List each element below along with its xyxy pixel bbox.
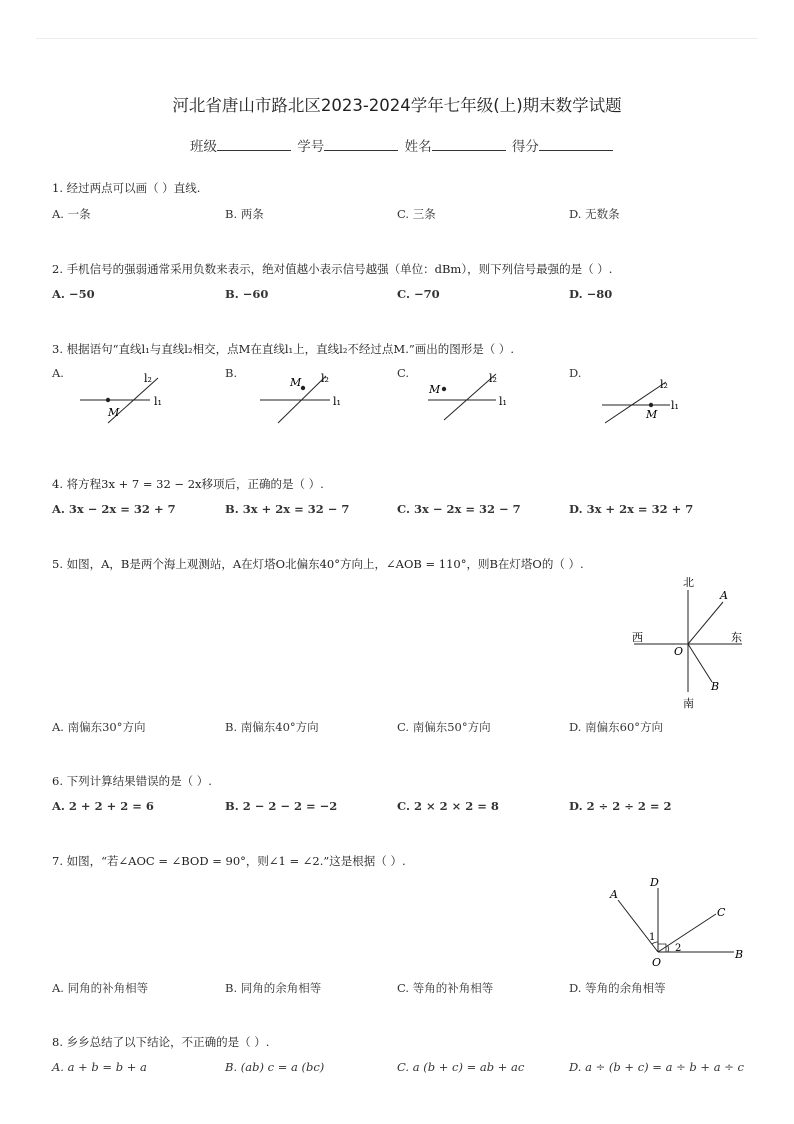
q3d-m-label: M (646, 408, 658, 421)
q3-option-c[interactable]: C. (397, 366, 410, 380)
q7-c-label: C (717, 906, 726, 919)
east-label: 东 (731, 631, 742, 644)
question-7-stem: 7. 如图，“若∠AOC = ∠BOD = 90°，则∠1 = ∠2.”这是根据（ ）. (52, 854, 406, 868)
q6-option-d[interactable]: D. 2 ÷ 2 ÷ 2 = 2 (569, 799, 672, 813)
q3-option-b[interactable]: B. (225, 366, 238, 380)
q6-option-b[interactable]: B. 2 − 2 − 2 = −2 (225, 799, 338, 813)
q6-option-c[interactable]: C. 2 × 2 × 2 = 8 (397, 799, 499, 813)
q7-a-label: A (610, 888, 618, 901)
angle-1-label: 1 (649, 932, 656, 943)
q3a-l1-label: l₁ (154, 395, 162, 408)
q3-figure-d (600, 368, 710, 428)
id-label: 学号 (297, 139, 325, 155)
angle-2-label: 2 (675, 943, 682, 954)
q7-option-b[interactable]: B. 同角的余角相等 (225, 981, 322, 995)
question-6-stem: 6. 下列计算结果错误的是（ ）. (52, 774, 212, 788)
score-blank[interactable] (539, 138, 613, 151)
question-3-stem: 3. 根据语句“直线l₁与直线l₂相交，点M在直线l₁上，直线l₂不经过点M.”画出的图形是（ ）. (52, 342, 515, 356)
q8-option-c[interactable]: C. a (b + c) = ab + ac (397, 1060, 525, 1074)
q7-o-label: O (652, 956, 662, 969)
q2-option-b[interactable]: B. −60 (225, 287, 269, 301)
student-info-line (190, 135, 615, 155)
id-blank[interactable] (324, 138, 398, 151)
q2-option-a[interactable]: A. −50 (52, 287, 95, 301)
q2-option-c[interactable]: C. −70 (397, 287, 440, 301)
name-label: 姓名 (404, 139, 432, 155)
q3-figure-c (426, 368, 536, 428)
class-label: 班级 (190, 139, 217, 155)
south-label: 南 (683, 697, 694, 710)
header-divider (36, 38, 758, 39)
page-title: 河北省唐山市路北区2023-2024学年七年级(上)期末数学试题 (172, 96, 622, 115)
q4-option-c[interactable]: C. 3x − 2x = 32 − 7 (397, 502, 521, 516)
q7-b-label: B (735, 948, 744, 961)
q4-option-b[interactable]: B. 3x + 2x = 32 − 7 (225, 502, 350, 516)
question-1-stem: 1. 经过两点可以画（ ）直线. (52, 181, 201, 195)
q5-option-a[interactable]: A. 南偏东30°方向 (52, 720, 146, 734)
question-8-stem: 8. 乡乡总结了以下结论，不正确的是（ ）. (52, 1035, 270, 1049)
q3-figure-a (78, 368, 188, 428)
q7-option-d[interactable]: D. 等角的余角相等 (569, 981, 666, 995)
a-label: A (720, 589, 728, 602)
q3-option-d[interactable]: D. (569, 366, 582, 380)
q3a-l2-label: l₂ (144, 372, 152, 385)
q8-option-b[interactable]: B. (ab) c = a (bc) (225, 1060, 325, 1074)
q3c-l2-label: l₂ (489, 372, 497, 385)
name-blank[interactable] (432, 138, 506, 151)
q3c-l1-label: l₁ (499, 395, 507, 408)
q7-d-label: D (650, 876, 659, 889)
q7-angle-figure (606, 874, 746, 970)
q5-option-c[interactable]: C. 南偏东50°方向 (397, 720, 491, 734)
q8-option-a[interactable]: A. a + b = b + a (52, 1060, 147, 1074)
q4-option-a[interactable]: A. 3x − 2x = 32 + 7 (52, 502, 176, 516)
q2-option-d[interactable]: D. −80 (569, 287, 613, 301)
q5-option-d[interactable]: D. 南偏东60°方向 (569, 720, 664, 734)
q7-option-c[interactable]: C. 等角的补角相等 (397, 981, 494, 995)
north-label: 北 (683, 576, 694, 589)
q3d-l2-label: l₂ (660, 378, 668, 391)
q3d-l1-label: l₁ (671, 399, 679, 412)
q1-option-b[interactable]: B. 两条 (225, 207, 264, 221)
score-label: 得分 (511, 139, 539, 155)
q3a-m-label: M (108, 406, 120, 419)
q3-figure-b (258, 368, 368, 428)
q8-option-d[interactable]: D. a ÷ (b + c) = a ÷ b + a ÷ c (569, 1060, 744, 1074)
q5-compass-figure (628, 574, 748, 714)
q3b-m-label: M (290, 376, 302, 389)
q4-option-d[interactable]: D. 3x + 2x = 32 + 7 (569, 502, 694, 516)
q1-option-c[interactable]: C. 三条 (397, 207, 436, 221)
west-label: 西 (632, 631, 643, 644)
class-blank[interactable] (217, 138, 291, 151)
question-4-stem: 4. 将方程3x + 7 = 32 − 2x移项后，正确的是（ ）. (52, 477, 324, 491)
q3b-l2-label: l₂ (321, 372, 329, 385)
question-2-stem: 2. 手机信号的强弱通常采用负数来表示，绝对值越小表示信号越强（单位：dBm），则下列信号最强的是（ ）. (52, 262, 613, 276)
q3b-l1-label: l₁ (333, 395, 341, 408)
q3-option-a[interactable]: A. (52, 366, 64, 380)
q3c-m-label: M (429, 383, 441, 396)
q6-option-a[interactable]: A. 2 + 2 + 2 = 6 (52, 799, 154, 813)
q1-option-a[interactable]: A. 一条 (52, 207, 91, 221)
q1-option-d[interactable]: D. 无数条 (569, 207, 620, 221)
o-label: O (674, 645, 684, 658)
b-label: B (711, 680, 720, 693)
q7-option-a[interactable]: A. 同角的补角相等 (52, 981, 149, 995)
question-5-stem: 5. 如图，A，B是两个海上观测站，A在灯塔O北偏东40°方向上，∠AOB = 110°，则B在灯塔O的（ ）. (52, 557, 584, 571)
q5-option-b[interactable]: B. 南偏东40°方向 (225, 720, 319, 734)
